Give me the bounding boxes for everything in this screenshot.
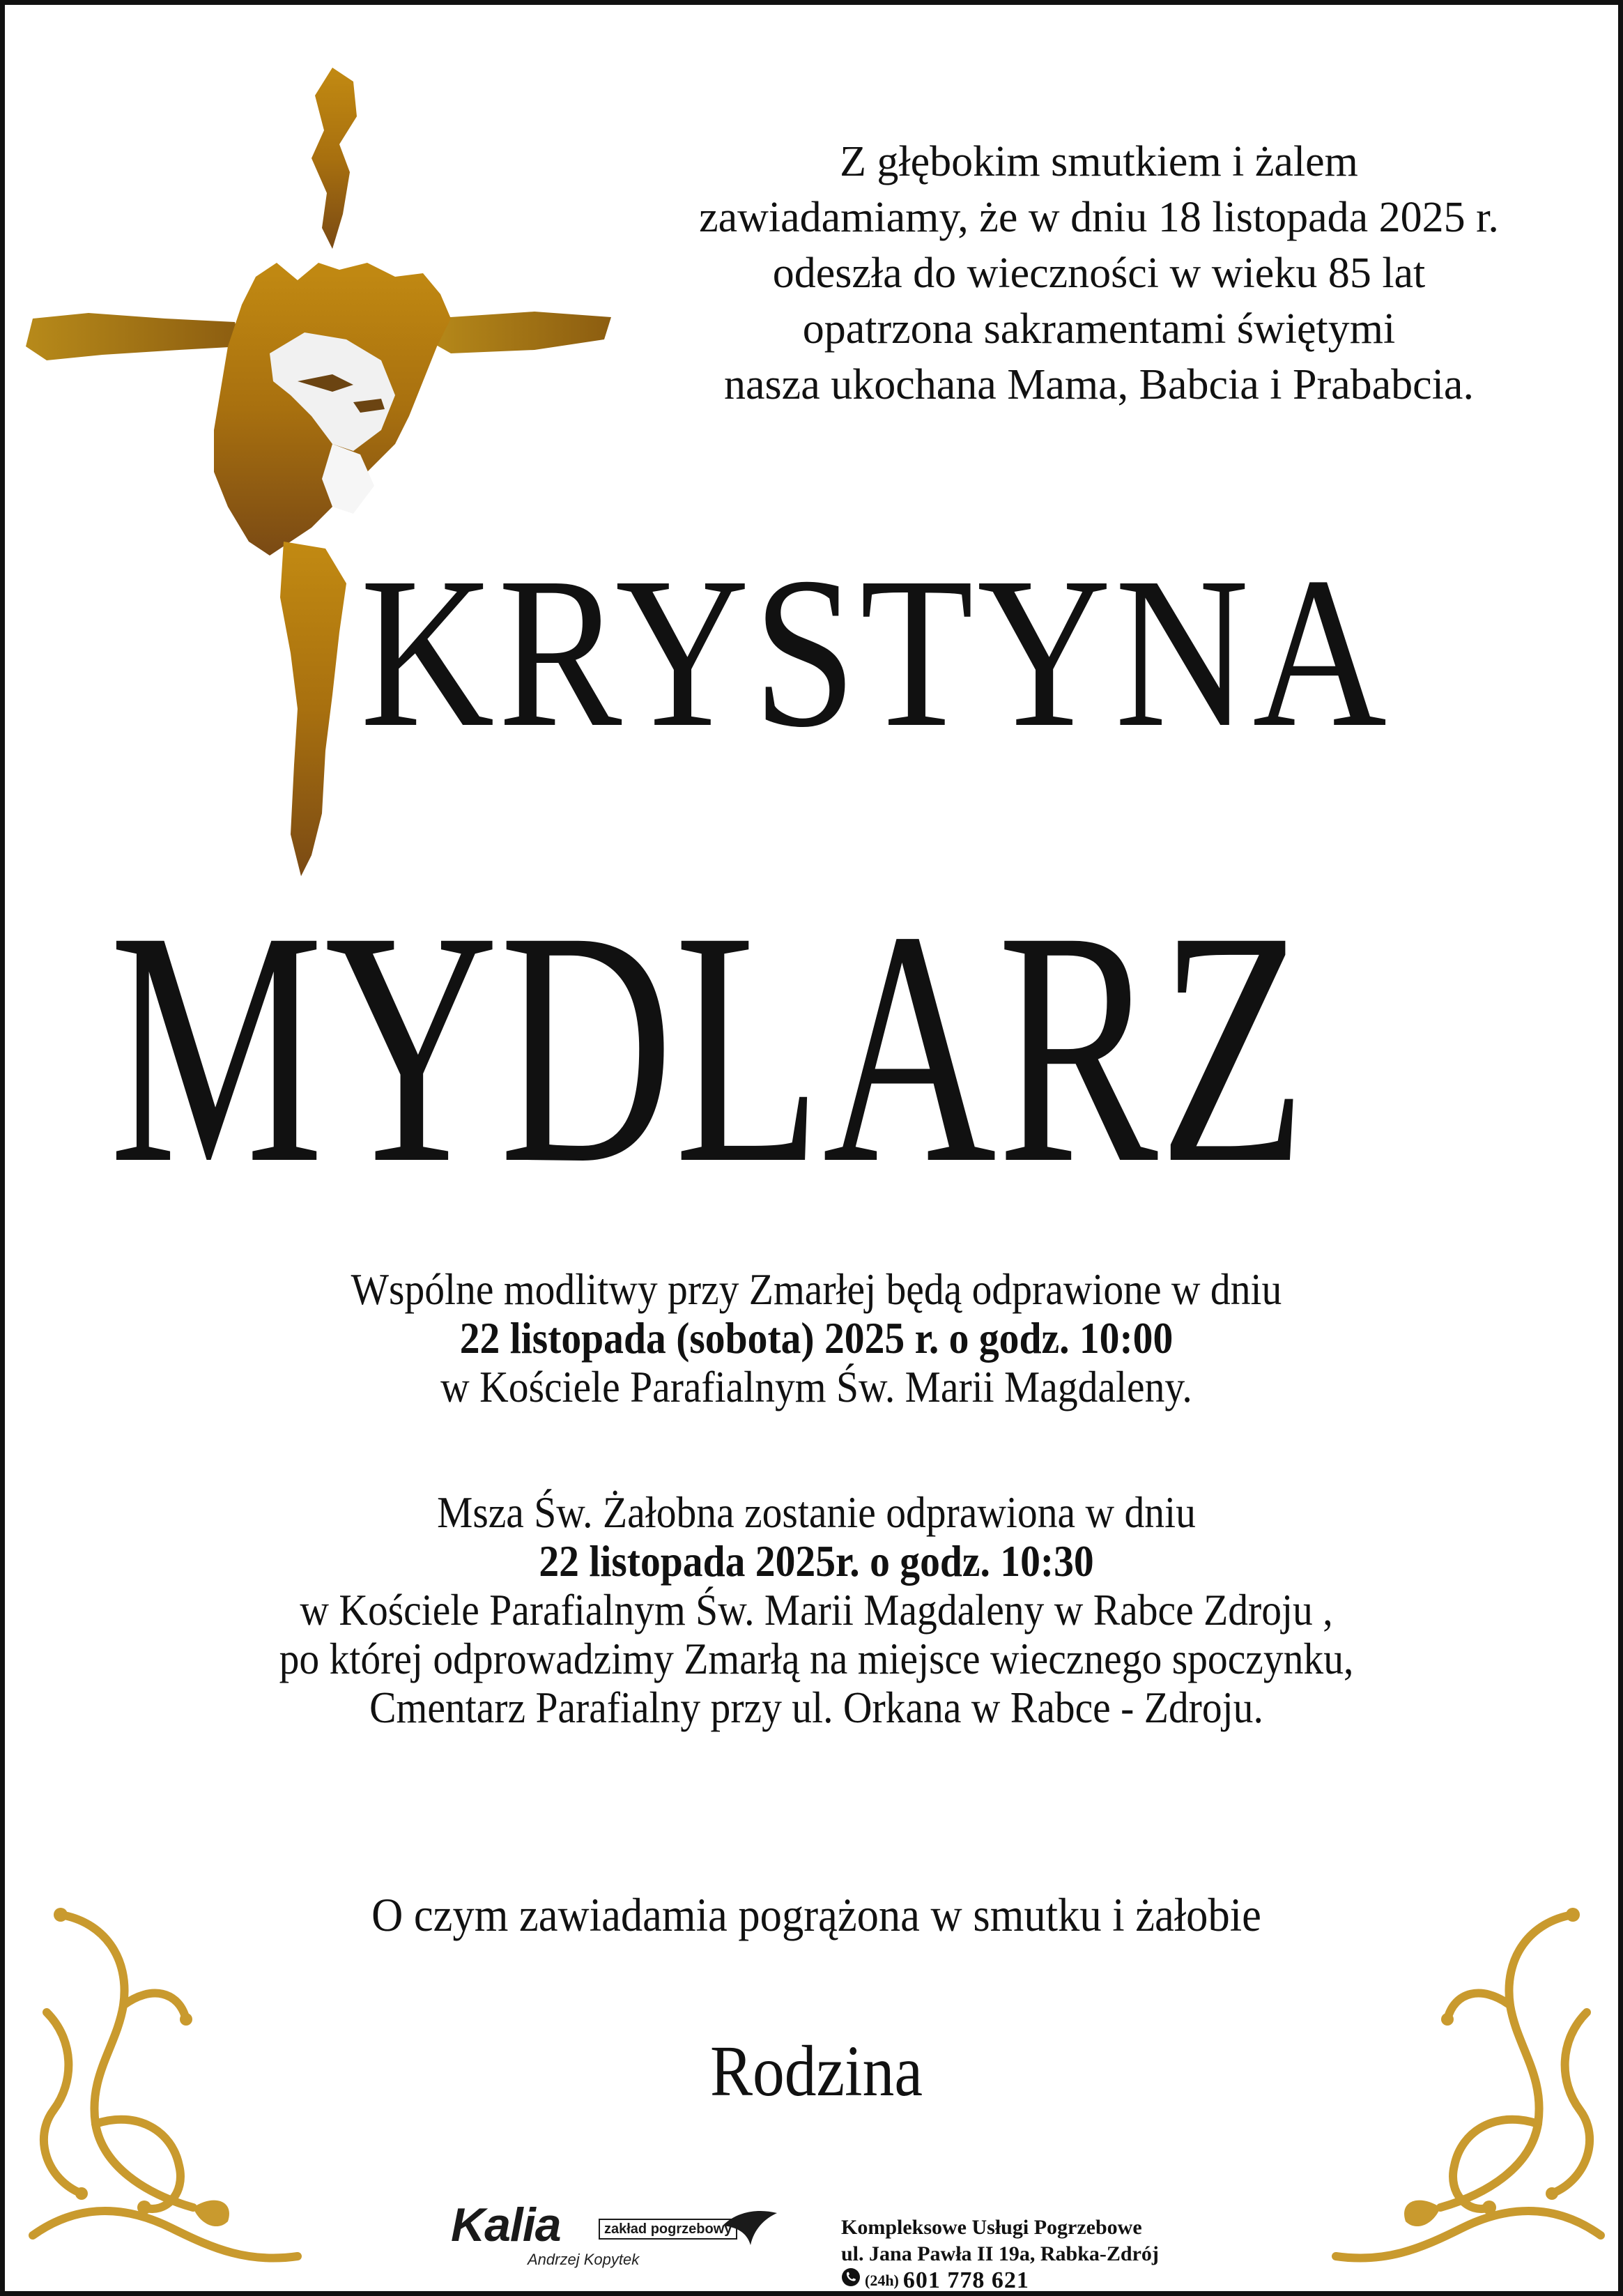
prayers-info <box>5 1265 1623 1411</box>
mass-line-4: po której odprowadzimy Zmarłą na miejsce wiecznego spoczynku, <box>279 1634 1354 1683</box>
intro-line-1: Z głębokim smutkiem i żalem <box>840 138 1358 185</box>
contact-address: ul. Jana Pawła II 19a, Rabka-Zdrój <box>841 2242 1159 2265</box>
right-flourish-ornament <box>1322 1901 1615 2277</box>
intro-line-5: nasza ukochana Mama, Babcia i Prababcia. <box>724 361 1474 408</box>
left-flourish-ornament <box>19 1901 311 2277</box>
intro-line-2: zawiadamiamy, że w dniu 18 listopada 2025 r. <box>699 194 1499 241</box>
logo-wordmark: Kalia <box>451 2198 561 2251</box>
intro-line-4: opatrzona sakramentami świętymi <box>802 305 1396 353</box>
logo-owner-name: Andrzej Kopytek <box>528 2251 640 2268</box>
prayers-place: w Kościele Parafialnym Św. Marii Magdaleny. <box>440 1362 1192 1411</box>
intro-line-3: odeszła do wieczności w wieku 85 lat <box>772 250 1426 297</box>
family-signature: Rodzina <box>709 2031 923 2111</box>
logo-swoosh-icon <box>723 2205 778 2247</box>
funeral-home-contact <box>841 2214 1231 2294</box>
deceased-first-name: KRYSTYNA <box>360 533 1391 772</box>
contact-services: Kompleksowe Usługi Pogrzebowe <box>841 2216 1142 2239</box>
prayers-line-1: Wspólne modlitwy przy Zmarłej będą odprawione w dniu <box>351 1264 1282 1314</box>
deceased-last-name: MYDLARZ <box>109 862 1307 1232</box>
closing-text: O czym zawiadamia pogrążona w smutku i żałobie <box>371 1888 1261 1941</box>
prayers-date: 22 listopada (sobota) 2025 r. o godz. 10:00 <box>459 1313 1174 1363</box>
logo-tagline: zakład pogrzebowy <box>599 2219 737 2240</box>
mass-line-5: Cmentarz Parafialny przy ul. Orkana w Rabce - Zdroju. <box>369 1683 1263 1732</box>
contact-phone-row <box>841 2267 1231 2294</box>
phone-icon <box>841 2267 861 2294</box>
mass-info <box>5 1488 1623 1732</box>
contact-phone-number: 601 778 621 <box>902 2267 1029 2293</box>
mass-date: 22 listopada 2025r. o godz. 10:30 <box>539 1536 1094 1586</box>
mass-line-3: w Kościele Parafialnym Św. Marii Magdaleny w Rabce Zdroju , <box>300 1585 1333 1635</box>
contact-24h-label: (24h) <box>865 2272 899 2289</box>
funeral-home-logo <box>451 2198 785 2277</box>
mass-line-1: Msza Św. Żałobna zostanie odprawiona w dniu <box>437 1487 1196 1537</box>
intro-text <box>576 134 1622 413</box>
